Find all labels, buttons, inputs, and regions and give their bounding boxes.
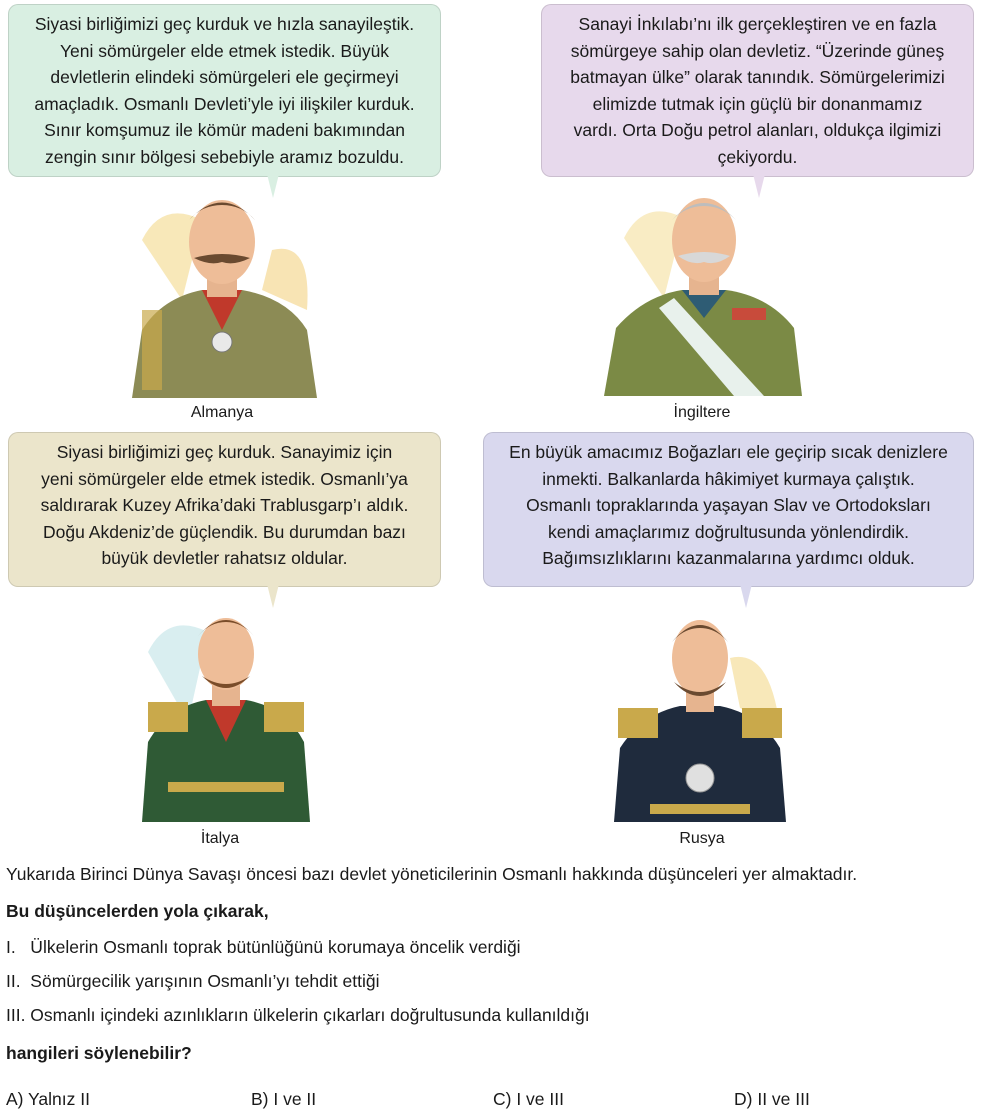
speech-text-ingiltere: Sanayi İnkılabı’nı ilk gerçekleştiren ve en fazla sömürgeye sahip olan devletiz. “Üzerinde güneş batmayan ülke” olarak tanındık. Sömürgelerimizi elimizde tutmak için güçlü bir donanmamız vardı. Orta Doğu petrol alanları, oldukça ilgimizi çekiyordu.	[570, 14, 945, 167]
statement-2: II. Sömürgecilik yarışının Osmanlı’yı tehdit ettiği	[6, 971, 380, 991]
speech-bubble-ingiltere	[541, 4, 974, 177]
caption-ingiltere: İngiltere	[673, 404, 731, 421]
statement-3: III. Osmanlı içindeki azınlıkların ülkelerin çıkarları doğrultusunda kullanıldığı	[6, 1005, 590, 1025]
speech-bubble-almanya	[8, 4, 441, 177]
question-lead: Bu düşüncelerden yola çıkarak,	[6, 901, 269, 921]
portrait-rusya	[610, 598, 790, 822]
option-a[interactable]: A) Yalnız II	[6, 1089, 90, 1109]
option-c[interactable]: C) I ve III	[493, 1089, 564, 1109]
portrait-ingiltere	[604, 178, 804, 396]
question-ask: hangileri söylenebilir?	[6, 1043, 192, 1063]
speech-bubble-italya	[8, 432, 441, 587]
speech-text-italya: Siyasi birliğimizi geç kurduk. Sanayimiz için yeni sömürgeler elde etmek istedik. Osmanlı’ya saldırarak Kuzey Afrika’daki Trablusgarp’ı aldık. Doğu Akdeniz’de güçlendik. Bu durumdan bazı büyük devletler rahatsız oldular.	[40, 442, 409, 568]
option-d[interactable]: D) II ve III	[734, 1089, 810, 1109]
portrait-italya	[138, 592, 314, 822]
caption-almanya: Almanya	[190, 404, 254, 421]
statement-1: I. Ülkelerin Osmanlı toprak bütünlüğünü korumaya öncelik verdiği	[6, 937, 521, 957]
speech-text-almanya: Siyasi birliğimizi geç kurduk ve hızla sanayileştik. Yeni sömürgeler elde etmek istedik. Büyük devletlerin elindeki sömürgeleri ele geçirmeyi amaçladık. Osmanlı Devleti’yle iyi ilişkiler kurduk. Sınır komşumuz ile kömür madeni bakımından zengin sınır bölgesi sebebiyle aramız bozuldu.	[34, 14, 415, 167]
caption-rusya: Rusya	[679, 830, 725, 847]
option-b[interactable]: B) I ve II	[251, 1089, 317, 1109]
speech-bubble-rusya	[483, 432, 974, 587]
speech-text-rusya: En büyük amacımız Boğazları ele geçirip sıcak denizlere inmekti. Balkanlarda hâkimiyet kurmaya çalıştık. Osmanlı topraklarında yaşayan Slav ve Ortodoksları kendi amaçlarımız doğrultusunda yönlendirdik. Bağımsızlıklarını kazanmalarına yardımcı olduk.	[509, 442, 948, 568]
caption-italya: İtalya	[200, 830, 240, 847]
portrait-almanya	[122, 180, 322, 398]
question-intro: Yukarıda Birinci Dünya Savaşı öncesi bazı devlet yöneticilerinin Osmanlı hakkında düşünceleri yer almaktadır.	[6, 864, 858, 884]
